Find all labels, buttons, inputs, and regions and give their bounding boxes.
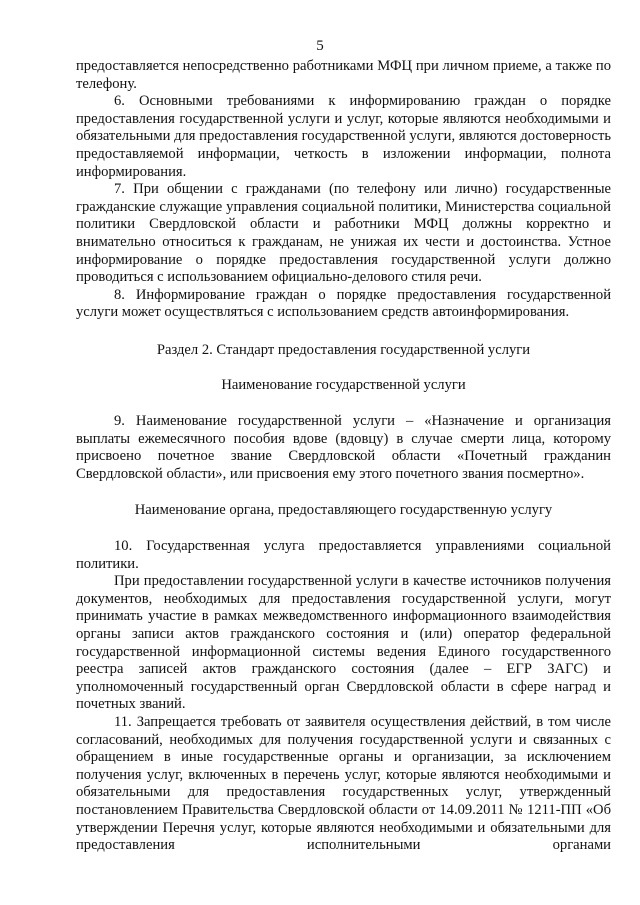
document-body bbox=[76, 58, 611, 855]
subheading-organ: Наименование органа, предоставляющего государственную услугу bbox=[134, 502, 553, 519]
paragraph-continuation: предоставляется непосредственно работниками МФЦ при личном приеме, а также по телефону. bbox=[76, 58, 611, 92]
subheading-service-name: Наименование государственной услуги bbox=[221, 376, 466, 393]
paragraph-10-sources: При предоставлении государственной услуги в качестве источников получения документов, необходимых для предоставления государственной услуги, могут принимать участие в рамках межведомственного информационного взаимодействия органы записи актов гражданского состояния и (или) оператор федеральной государственной информационной системы ведения Единого государственного реестра записей актов гражданского состояния (далее – ЕГР ЗАГС) и уполномоченный государственный орган Свердловской области в сфере наград и почетных званий. bbox=[76, 573, 611, 713]
paragraph-10: 10. Государственная услуга предоставляется управлениями социальной политики. bbox=[76, 538, 611, 572]
paragraph-8: 8. Информирование граждан о порядке предоставления государственной услуги может осуществляться с использованием средств автоинформирования. bbox=[76, 286, 611, 321]
paragraph-9: 9. Наименование государственной услуги – «Назначение и организация выплаты ежемесячного пособия вдове (вдовцу) в случае смерти лица, которому присвоено почетное звание Свердловской области «Почетный гражданин Свердловской области», или присвоения ему этого почетного звания посмертно». bbox=[76, 413, 611, 482]
paragraph-7: 7. При общении с гражданами (по телефону или лично) государственные гражданские служащие управления социальной политики, Министерства социальной политики Свердловской области и работники МФЦ должны корректно и внимательно относиться к гражданам, не унижая их чести и достоинства. Устное информирование о порядке предоставления государственной услуги должно проводиться с использованием официально-делового стиля речи. bbox=[76, 181, 611, 286]
paragraph-6: 6. Основными требованиями к информированию граждан о порядке предоставления государственной услуги и услуг, которые являются необходимыми и обязательными для предоставления государственной услуги, являются достоверность предоставляемой информации, четкость в изложении информации, полнота информирования. bbox=[76, 93, 611, 180]
section-heading: Раздел 2. Стандарт предоставления государственной услуги bbox=[156, 341, 531, 358]
page-number: 5 bbox=[316, 38, 324, 54]
paragraph-11: 11. Запрещается требовать от заявителя осуществления действий, в том числе согласований, необходимых для получения государственной услуги и связанных с обращением в иные государственные органы и организации, за исключением получения услуг, включенных в перечень услуг, которые являются необходимыми и обязательными для предоставления государственных услуг, утвержденный постановлением Правительства Свердловской области от 14.09.2011 № 1211-ПП «Об утверждении Перечня услуг, которые являются необходимыми и обязательными для предоставления исполнительными органами bbox=[76, 714, 611, 854]
